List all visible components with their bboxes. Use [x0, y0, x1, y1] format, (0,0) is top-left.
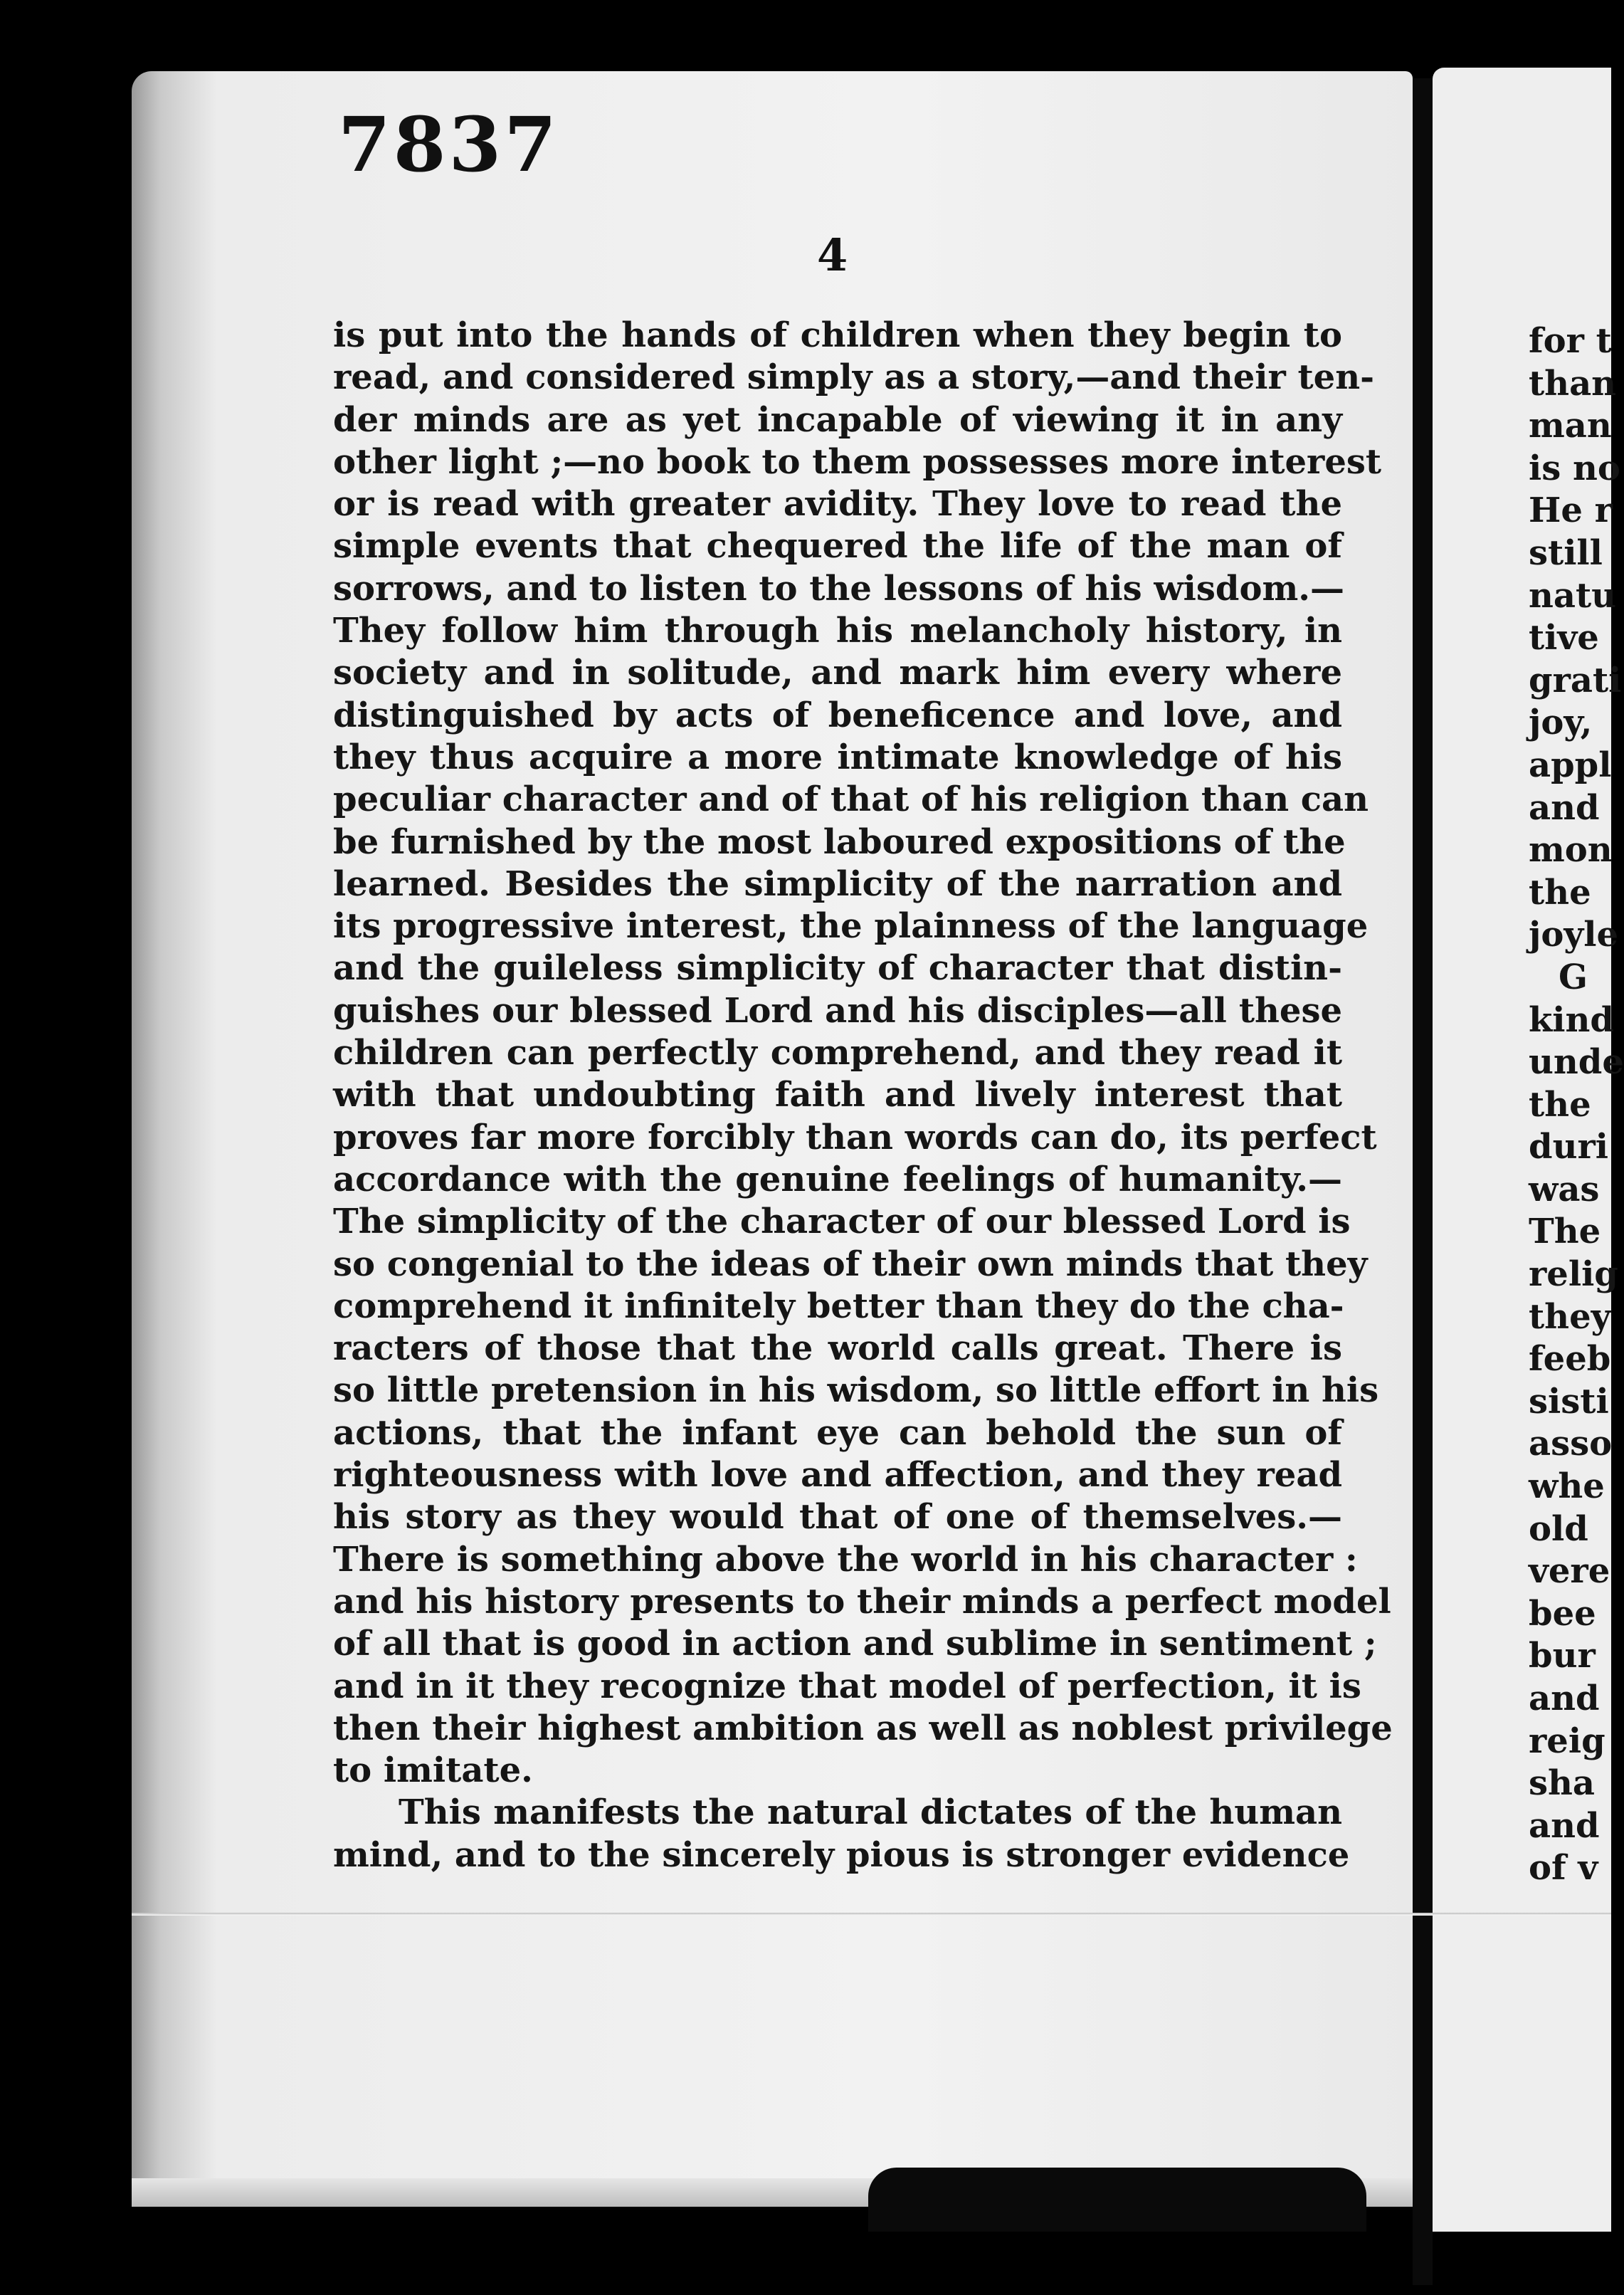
- text-line: society and in solitude, and mark him every where: [333, 653, 1342, 693]
- text-line: read, and considered simply as a story,—and their ten-: [333, 357, 1375, 398]
- text-line: they thus acquire a more intimate knowledge of his: [333, 737, 1342, 777]
- text-line-fragment: for t: [1529, 321, 1612, 361]
- text-line: children can perfectly comprehend, and they read it: [333, 1033, 1342, 1073]
- text-line-fragment: the: [1529, 1084, 1591, 1125]
- text-line-fragment: kind: [1529, 999, 1614, 1040]
- text-line: to imitate.: [333, 1750, 533, 1791]
- text-line: There is something above the world in his character :: [333, 1539, 1358, 1580]
- text-line-fragment: unde: [1529, 1042, 1624, 1083]
- text-line: his story as they would that of one of themselves.—: [333, 1497, 1342, 1538]
- text-line: with that undoubting faith and lively interest that: [333, 1075, 1342, 1115]
- text-line: its progressive interest, the plainness of the language: [333, 906, 1369, 947]
- text-line: be furnished by the most laboured expositions of the: [333, 821, 1346, 862]
- text-line: They follow him through his melancholy history, in: [333, 611, 1342, 651]
- text-line: This manifests the natural dictates of the human: [399, 1792, 1342, 1833]
- text-line-fragment: bur: [1529, 1636, 1596, 1676]
- scan-fold-line: [132, 1913, 1611, 1916]
- text-line-fragment: appl: [1529, 745, 1612, 785]
- text-line-fragment: reig: [1529, 1721, 1605, 1761]
- text-line-fragment: duri: [1529, 1127, 1608, 1167]
- text-line-fragment: relig: [1529, 1254, 1618, 1295]
- text-line-fragment: grati: [1529, 660, 1622, 700]
- text-line: of all that is good in action and sublime in sentiment ;: [333, 1624, 1377, 1664]
- text-line-fragment: of v: [1529, 1848, 1598, 1889]
- text-line: peculiar character and of that of his religion than can: [333, 779, 1369, 820]
- text-line: accordance with the genuine feelings of humanity.—: [333, 1159, 1342, 1199]
- text-line: proves far more forcibly than words can do, its perfect: [333, 1117, 1377, 1157]
- text-line-fragment: natu: [1529, 575, 1617, 616]
- text-line-fragment: vere: [1529, 1551, 1610, 1592]
- text-line: comprehend it infinitely better than they do the cha-: [333, 1286, 1344, 1326]
- text-line-fragment: was: [1529, 1169, 1600, 1209]
- text-line: then their highest ambition as well as noblest privilege: [333, 1708, 1393, 1748]
- text-line-fragment: man: [1529, 406, 1612, 446]
- text-line-fragment: they: [1529, 1296, 1611, 1337]
- text-line: guishes our blessed Lord and his disciples—all these: [333, 990, 1342, 1031]
- text-line: so congenial to the ideas of their own minds that they: [333, 1244, 1368, 1284]
- text-line-fragment: joyle: [1529, 915, 1619, 955]
- text-line-fragment: than: [1529, 363, 1617, 404]
- text-line: actions, that the infant eye can behold the sun of: [333, 1412, 1342, 1453]
- text-line-fragment: He r: [1529, 490, 1613, 531]
- text-line-fragment: and: [1529, 787, 1600, 828]
- text-line-fragment: G: [1559, 957, 1588, 997]
- right-page-text: [1529, 320, 1624, 1890]
- text-line: der minds are as yet incapable of viewing it in any: [333, 399, 1342, 440]
- text-line-fragment: feeb: [1529, 1339, 1611, 1380]
- book-spine: [1413, 78, 1433, 2285]
- text-line: is put into the hands of children when they begin to: [333, 315, 1342, 355]
- text-line-fragment: bee: [1529, 1593, 1596, 1634]
- text-line: and his history presents to their minds a perfect model: [333, 1581, 1391, 1622]
- text-line: and in it they recognize that model of perfection, it is: [333, 1666, 1361, 1706]
- text-line: righteousness with love and affection, and they read: [333, 1455, 1342, 1496]
- text-line-fragment: sisti: [1529, 1381, 1609, 1422]
- text-line: and the guileless simplicity of character that distin-: [333, 948, 1342, 989]
- catalog-number: 7837: [338, 100, 560, 189]
- text-line: other light ;—no book to them possesses more interest: [333, 441, 1382, 482]
- text-line-fragment: still: [1529, 532, 1603, 573]
- text-line: distinguished by acts of beneficence and love, and: [333, 695, 1342, 735]
- text-line-fragment: The: [1529, 1212, 1601, 1252]
- torn-page-edge: [868, 2168, 1366, 2232]
- text-line-fragment: mon: [1529, 830, 1613, 871]
- text-line: The simplicity of the character of our blessed Lord is: [333, 1202, 1351, 1242]
- text-line-fragment: sha: [1529, 1763, 1596, 1804]
- text-line: sorrows, and to listen to the lessons of his wisdom.—: [333, 568, 1344, 609]
- text-line-fragment: asso: [1529, 1424, 1613, 1464]
- text-line: learned. Besides the simplicity of the narration and: [333, 863, 1342, 904]
- left-page-text: [333, 315, 1393, 1876]
- text-line-fragment: whe: [1529, 1466, 1605, 1507]
- text-line-fragment: old: [1529, 1508, 1588, 1549]
- text-line: mind, and to the sincerely pious is stronger evidence: [333, 1834, 1350, 1875]
- text-line-fragment: tive: [1529, 618, 1599, 658]
- text-line: simple events that chequered the life of the man of: [333, 526, 1342, 567]
- text-line-fragment: and: [1529, 1805, 1600, 1846]
- text-line: racters of those that the world calls great. There is: [333, 1328, 1342, 1369]
- page-number: 4: [817, 229, 848, 281]
- text-line-fragment: and: [1529, 1679, 1600, 1718]
- text-line: so little pretension in his wisdom, so little effort in his: [333, 1370, 1379, 1411]
- text-line-fragment: is no: [1529, 448, 1620, 488]
- text-line-fragment: joy,: [1529, 703, 1593, 743]
- text-line: or is read with greater avidity. They love to read the: [333, 484, 1342, 525]
- text-line-fragment: the: [1529, 872, 1591, 913]
